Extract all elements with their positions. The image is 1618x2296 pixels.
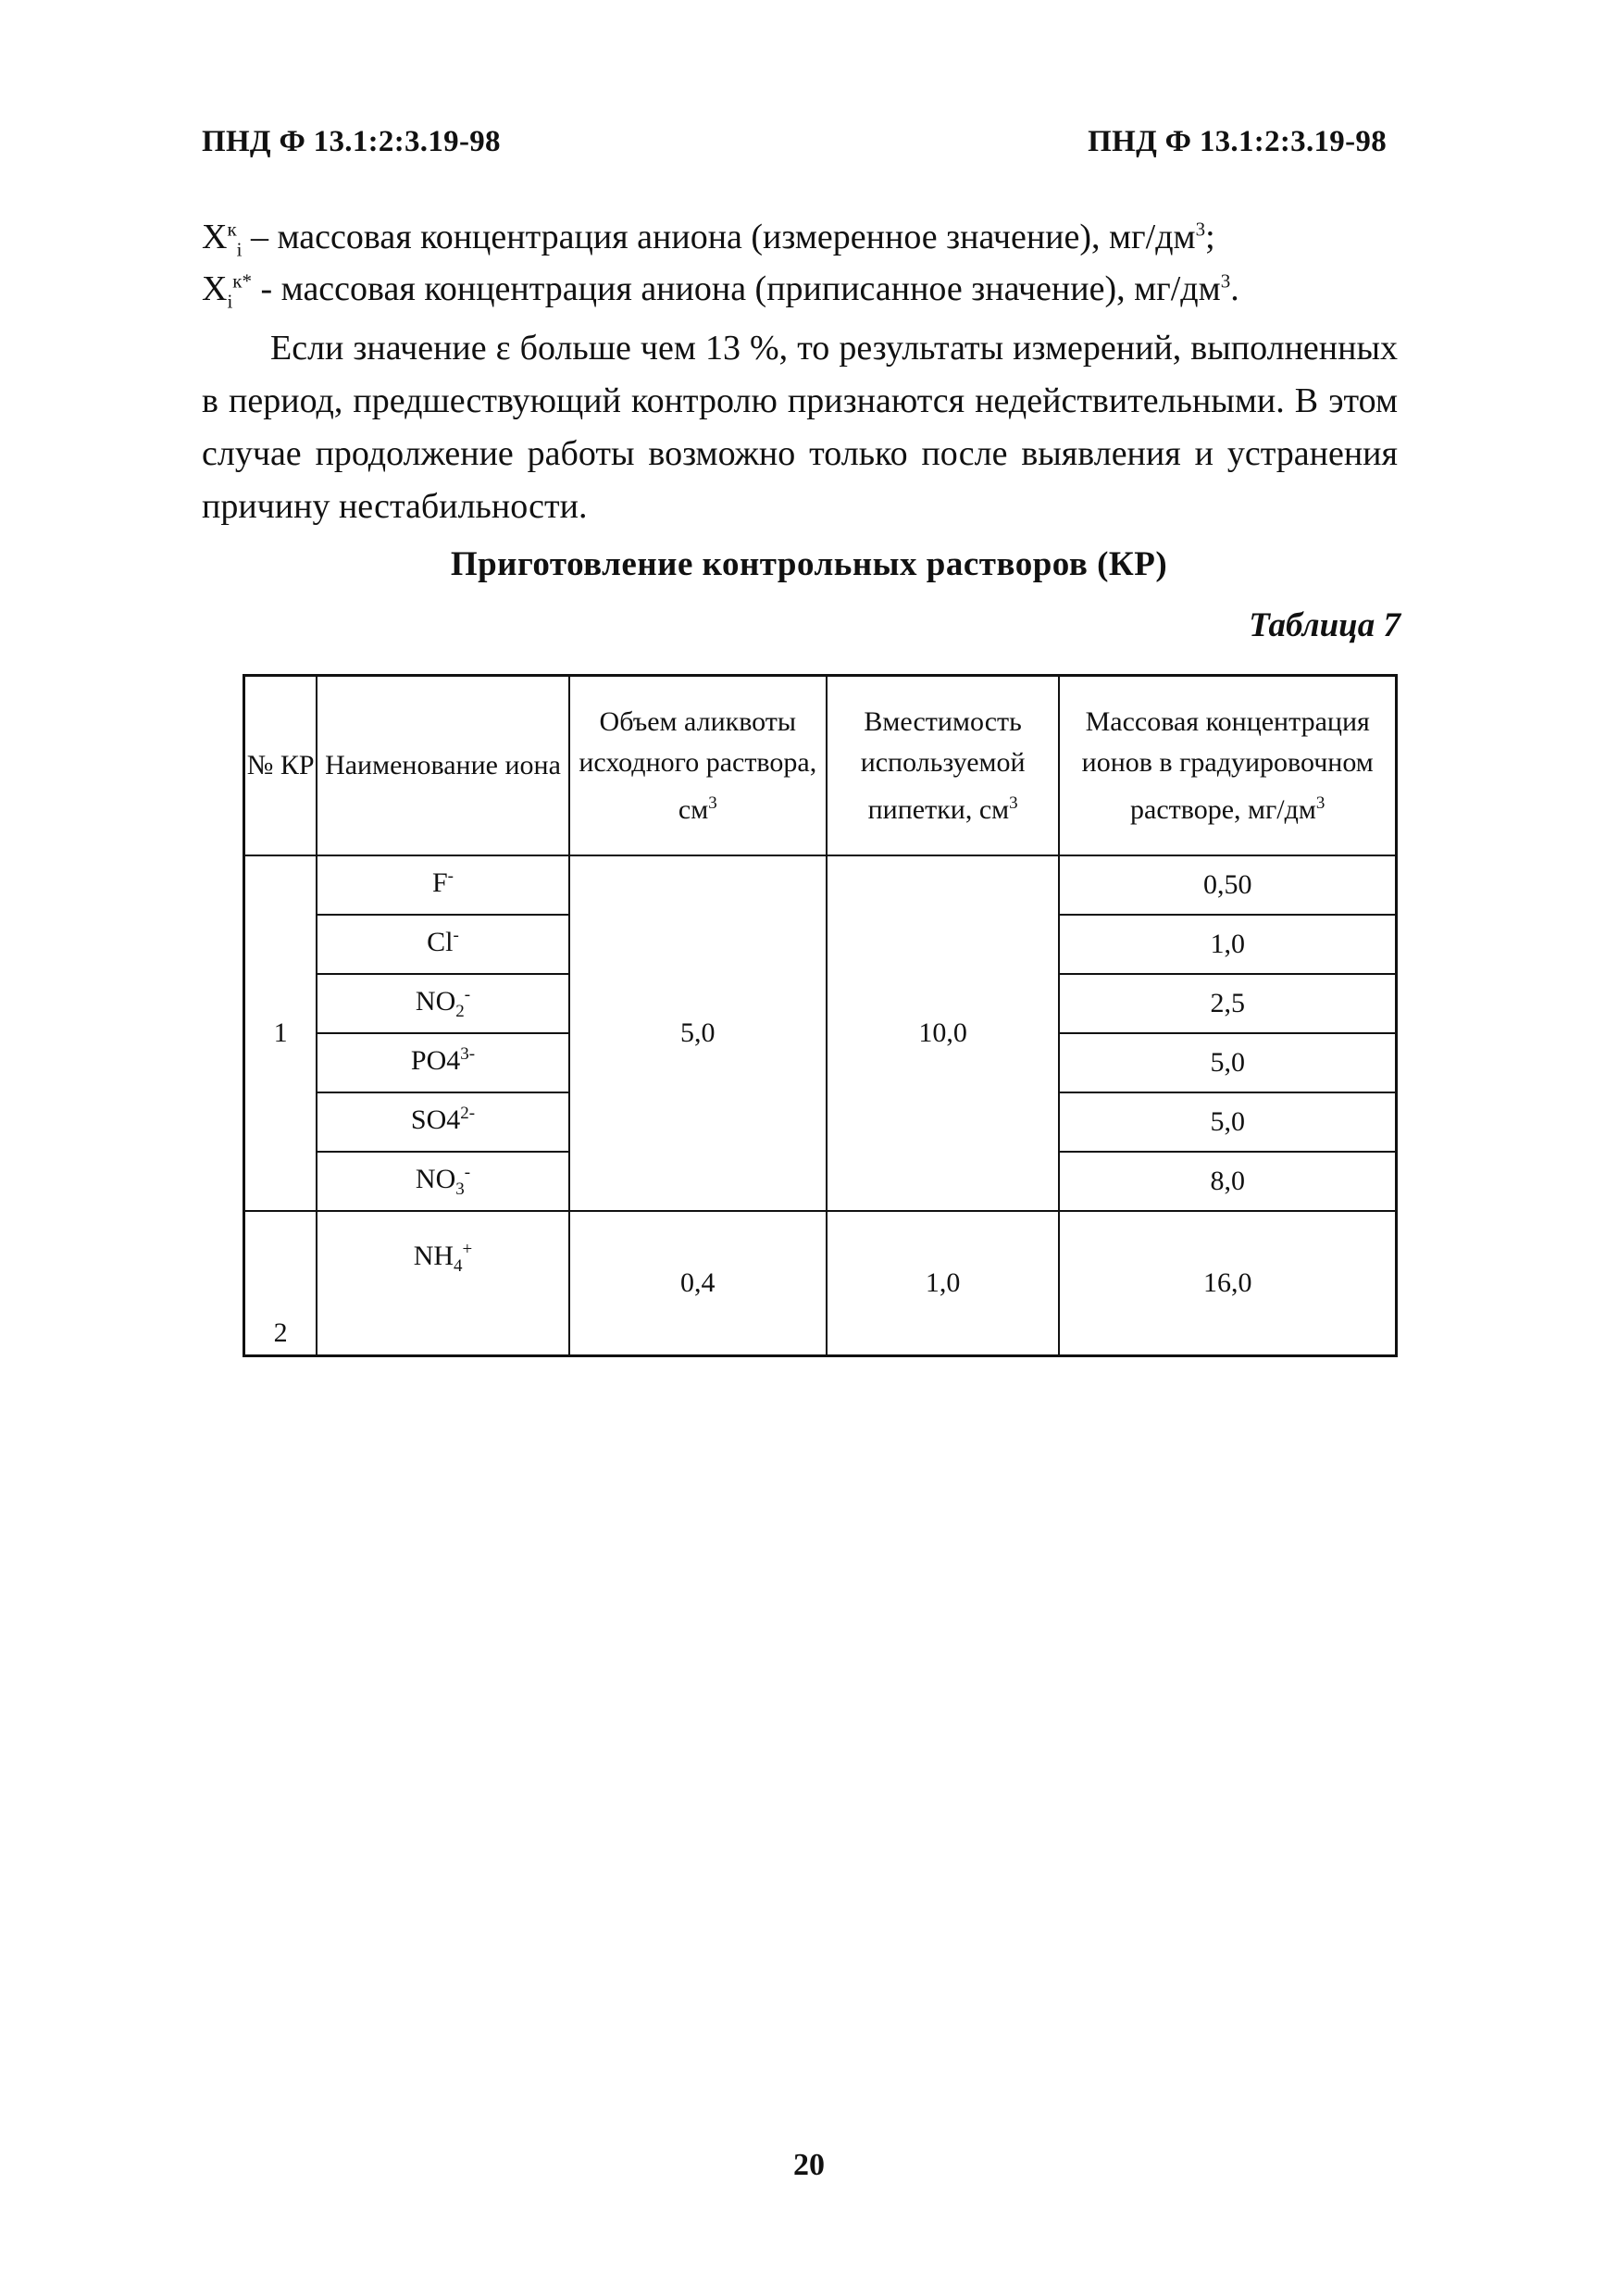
ion-cell: $NO_3^-$	[317, 1152, 568, 1211]
concentration-cell: 0,50	[1059, 855, 1396, 915]
ion-cell: $PO4^{3-}$	[317, 1033, 568, 1092]
concentration-cell: 2,5	[1059, 974, 1396, 1033]
header-aliquot: Объем аликвоты исходного раствора, $см^3$	[569, 676, 827, 856]
aliquot-1: 5,0	[569, 855, 827, 1211]
kr-number-2: 2	[244, 1211, 317, 1356]
concentration-cell: 5,0	[1059, 1033, 1396, 1092]
concentration-2: 16,0	[1059, 1211, 1396, 1356]
header-concentration: Массовая концентрация ионов в градуировочном растворе, $мг/дм^3$	[1059, 676, 1396, 856]
aliquot-2: 0,4	[569, 1211, 827, 1356]
table-row	[244, 1211, 1397, 1356]
ion-cell: $NO_2^-$	[317, 974, 568, 1033]
page-number: 20	[793, 2148, 825, 2182]
running-header-right: ПНД Ф 13.1:2:3.19-98	[1088, 125, 1387, 158]
pipette-2: 1,0	[827, 1211, 1060, 1356]
ion-cell: F-	[317, 855, 568, 915]
definition-assigned: $X_i^{к*}$ - массовая концентрация аниона (приписанное значение), $мг/дм^3$.	[202, 269, 1239, 313]
table-header-row	[244, 676, 1397, 856]
concentration-cell: 5,0	[1059, 1092, 1396, 1152]
ion-cell: $NH_4^+$	[317, 1211, 568, 1356]
header-kr: № КР	[244, 676, 317, 856]
variable-definitions	[202, 211, 1239, 315]
table-label: Таблица 7	[1249, 606, 1400, 644]
section-title: Приготовление контрольных растворов (КР)	[450, 545, 1168, 583]
definition-measured: $X^к_i$ – массовая концентрация аниона (измеренное значение), $мг/дм^3$;	[202, 218, 1215, 261]
kr-number-1: 1	[244, 855, 317, 1211]
ion-cell: $SO4^{2-}$	[317, 1092, 568, 1152]
pipette-1: 10,0	[827, 855, 1060, 1211]
table-row	[244, 855, 1397, 915]
concentration-cell: 1,0	[1059, 915, 1396, 974]
running-header-left: ПНД Ф 13.1:2:3.19-98	[202, 125, 501, 158]
header-pipette: Вместимость используемой пипетки, $см^3$	[827, 676, 1060, 856]
control-solutions-table	[243, 674, 1398, 1357]
body-paragraph: Если значение ε больше чем 13 %, то результаты измерений, выполненных в период, предшествующий контролю признаются недействительными. В этом случае продолжение работы возможно только после выявления и устранения причину нестабильности.	[202, 329, 1398, 526]
concentration-cell: 8,0	[1059, 1152, 1396, 1211]
ion-cell: Cl-	[317, 915, 568, 974]
header-ion: Наименование иона	[317, 676, 568, 856]
